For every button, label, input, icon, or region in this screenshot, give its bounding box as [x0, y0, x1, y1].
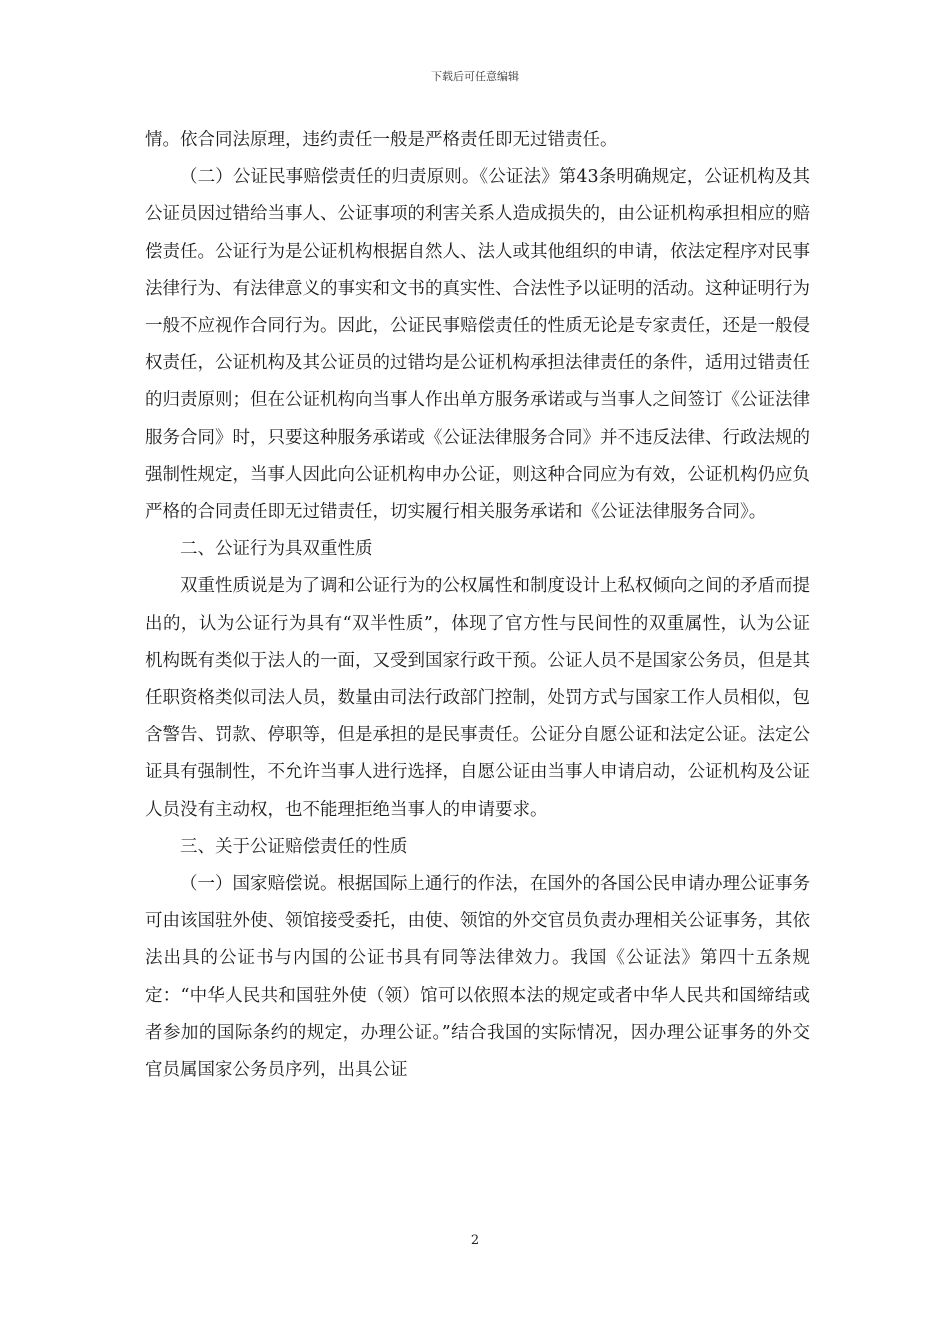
paragraph: 情。依合同法原理，违约责任一般是严格责任即无过错责任。 [145, 130, 618, 150]
paragraph: 双重性质说是为了调和公证行为的公权属性和制度设计上私权倾向之间的矛盾而提出的，认为公证行为具有“双半性质”，体现了官方性与民间性的双重属性，认为公证机构既有类似于法人的一面，又受到国家行政干预。公证人员不是国家公务员，但是其任职资格类似司法人员，数量由司法行政部门控制，处罚方式与国家工作人员相似，包含警告、罚款、停职等，但是承担的是民事责任。公证分自愿公证和法定公证。法定公证具有强制性，不允许当事人进行选择，自愿公证由当事人申请启动，公证机构及公证人员没有主动权，也不能理拒绝当事人的申请要求。 [145, 576, 810, 820]
document-body [145, 122, 810, 1089]
section-heading: 三、关于公证赔偿责任的性质 [180, 836, 408, 857]
page-header: 下载后可任意编辑 [431, 70, 519, 83]
section-heading: 二、公证行为具双重性质 [180, 539, 373, 560]
page-number: 2 [470, 1233, 480, 1248]
paragraph: （二）公证民事赔偿责任的归责原则。《公证法》第43条明确规定，公证机构及其公证员因过错给当事人、公证事项的利害关系人造成损失的，由公证机构承担相应的赔偿责任。公证行为是公证机构根据自然人、法人或其他组织的申请，依法定程序对民事法律行为、有法律意义的事实和文书的真实性、合法性予以证明的活动。这种证明行为一般不应视作合同行为。因此，公证民事赔偿责任的性质无论是专家责任，还是一般侵权责任，公证机构及其公证员的过错均是公证机构承担法律责任的条件，适用过错责任的归责原则；但在公证机构向当事人作出单方服务承诺或与当事人之间签订《公证法律服务合同》时，只要这种服务承诺或《公证法律服务合同》并不违反法律、行政法规的强制性规定，当事人因此向公证机构申办公证，则这种合同应为有效，公证机构仍应负严格的合同责任即无过错责任，切实履行相关服务承诺和《公证法律服务合同》。 [145, 167, 810, 523]
paragraph: （一）国家赔偿说。根据国际上通行的作法，在国外的各国公民申请办理公证事务可由该国驻外使、领馆接受委托，由使、领馆的外交官员负责办理相关公证事务，其依法出具的公证书与内国的公证书具有同等法律效力。我国《公证法》第四十五条规定：“中华人民共和国驻外使（领）馆可以依照本法的规定或者中华人民共和国缔结或者参加的国际条约的规定，办理公证。”结合我国的实际情况，因办理公证事务的外交官员属国家公务员序列，出具公证 [145, 874, 810, 1081]
